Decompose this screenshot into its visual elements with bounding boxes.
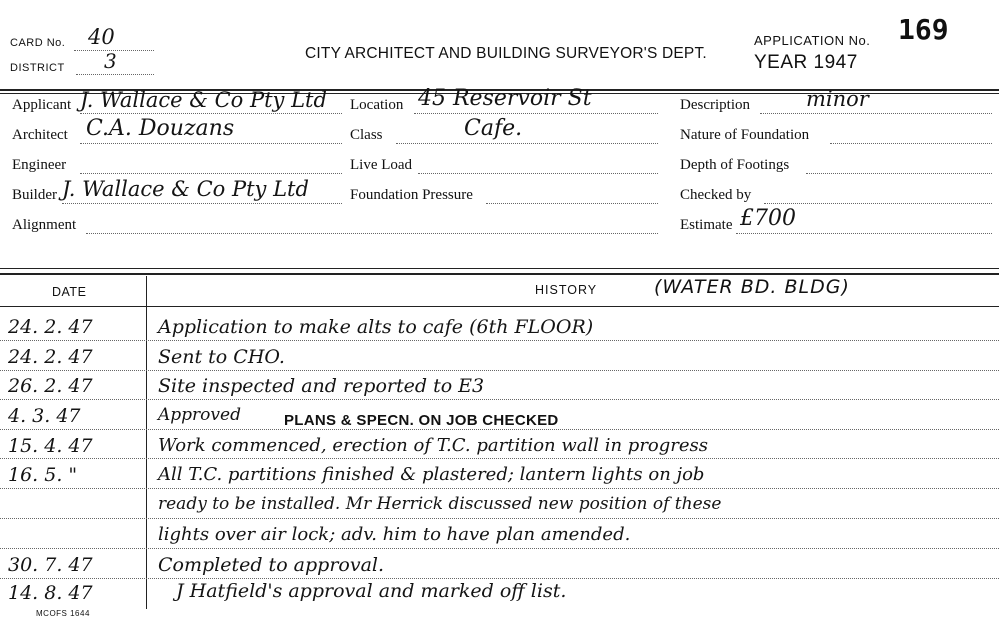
card-number-value: 40 [88, 25, 115, 49]
history-column-header: HISTORY [535, 283, 598, 297]
history-date: 24. 2. 47 [8, 316, 93, 338]
history-date: 30. 7. 47 [8, 554, 93, 576]
date-column-header: DATE [52, 285, 87, 299]
applicant-label: Applicant [12, 97, 72, 113]
alignment-label: Alignment [12, 217, 77, 233]
class-label: Class [350, 127, 383, 143]
history-entry: All T.C. partitions finished & plastered; lantern lights on job [158, 464, 705, 485]
checked-by-label: Checked by [680, 187, 752, 203]
location-label: Location [350, 97, 404, 113]
live-load-label: Live Load [350, 157, 413, 173]
class-value: Cafe. [464, 116, 523, 141]
builder-value: J. Wallace & Co Pty Ltd [62, 177, 309, 201]
history-entry: Work commenced, erection of T.C. partition wall in progress [158, 435, 709, 456]
history-entry: lights over air lock; adv. him to have plan amended. [158, 524, 631, 545]
builder-label: Builder [12, 187, 57, 203]
description-label: Description [680, 97, 750, 113]
department-title: CITY ARCHITECT AND BUILDING SURVEYOR'S DEPT. [305, 45, 707, 62]
description-value: minor [806, 87, 869, 111]
district-value: 3 [104, 49, 117, 73]
application-number: 169 [898, 13, 949, 46]
history-note: (WATER BD. BLDG) [654, 276, 850, 298]
applicant-value: J. Wallace & Co Pty Ltd [80, 88, 327, 112]
history-entry: Approved [158, 405, 241, 425]
architect-label: Architect [12, 127, 68, 143]
plans-checked-stamp: PLANS & SPECN. ON JOB CHECKED [284, 412, 559, 429]
history-entry: Sent to CHO. [158, 346, 285, 368]
history-entry: J Hatfield's approval and marked off list. [176, 580, 567, 602]
architect-value: C.A. Douzans [86, 116, 235, 141]
history-date: 16. 5. " [8, 464, 78, 486]
history-entry: Application to make alts to cafe (6th FLOOR) [158, 316, 594, 338]
card-number-label: CARD No. [10, 37, 66, 49]
application-label: APPLICATION No. [754, 33, 871, 48]
history-entry: Site inspected and reported to E3 [158, 375, 485, 397]
foundation-pressure-label: Foundation Pressure [350, 187, 473, 203]
engineer-label: Engineer [12, 157, 67, 173]
history-date: 15. 4. 47 [8, 435, 93, 457]
year-label: YEAR 1947 [754, 52, 858, 73]
history-entry: Completed to approval. [158, 554, 385, 576]
history-date: 4. 3. 47 [8, 405, 81, 427]
nature-of-foundation-label: Nature of Foundation [680, 127, 810, 143]
history-entry: ready to be installed. Mr Herrick discussed new position of these [158, 494, 722, 514]
history-date: 14. 8. 47 [8, 582, 93, 604]
district-label: DISTRICT [10, 62, 65, 74]
location-value: 45 Reservoir St [418, 86, 592, 111]
estimate-value: £700 [740, 206, 796, 231]
form-code: MCOFS 1644 [36, 609, 90, 618]
history-date: 26. 2. 47 [8, 375, 93, 397]
history-date: 24. 2. 47 [8, 346, 93, 368]
depth-of-footings-label: Depth of Footings [680, 157, 790, 173]
estimate-label: Estimate [680, 217, 733, 233]
